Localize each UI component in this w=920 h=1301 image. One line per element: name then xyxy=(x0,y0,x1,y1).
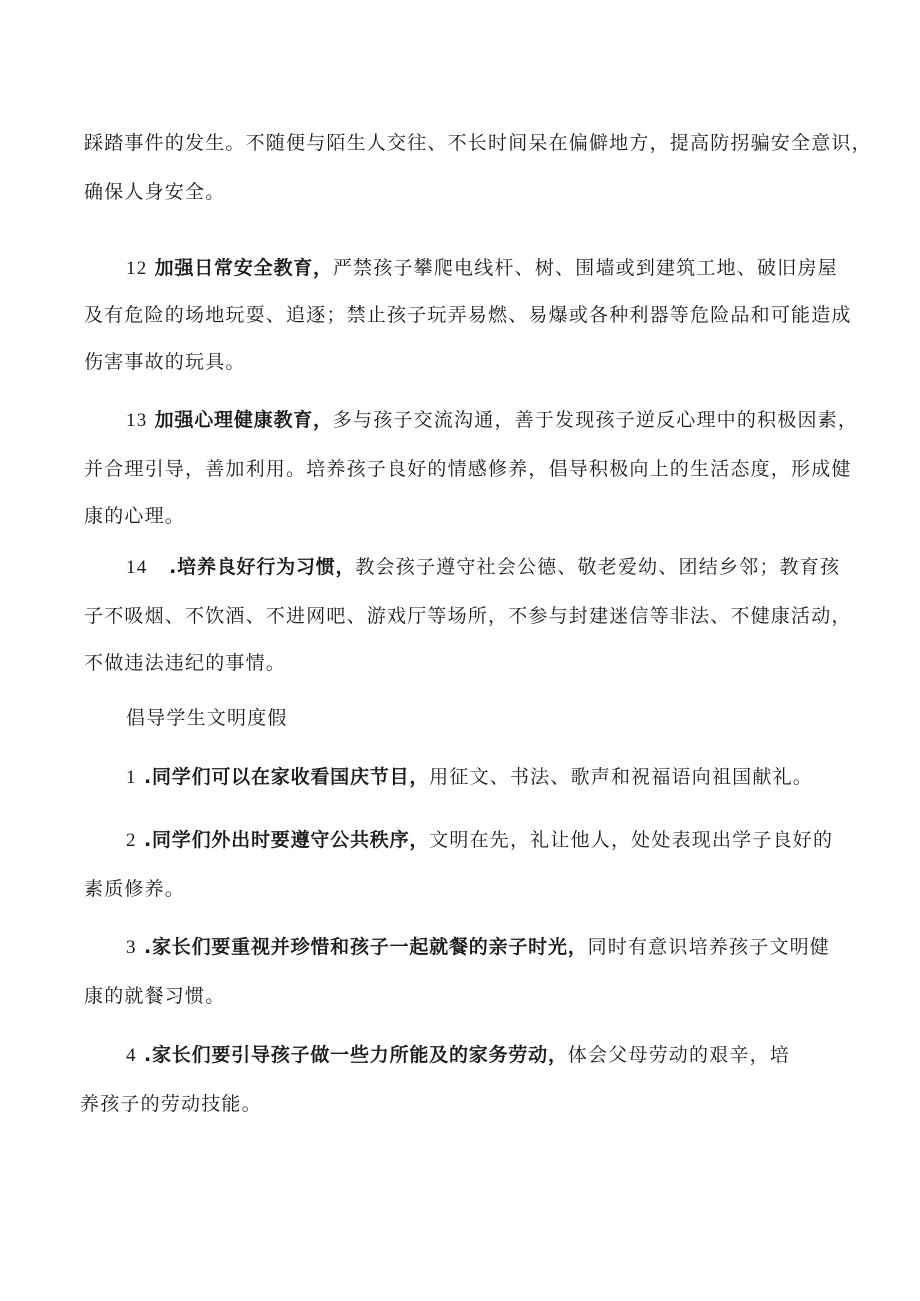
q2-line-1 xyxy=(126,828,833,853)
item-13-line-1 xyxy=(126,408,858,433)
q4-line-1 xyxy=(126,1043,790,1068)
para-continuation-line-2: 确保人身安全。 xyxy=(84,181,226,203)
item-12-line-2: 及有危险的场地玩耍、追逐；禁止孩子玩弄易燃、易爆或各种利器等危险品和可能造成 xyxy=(84,304,852,326)
q3-text: 同时有意识培养孩子文明健 xyxy=(587,936,830,958)
q2-bold: .同学们外出时要遵守公共秩序， xyxy=(143,829,430,851)
q1-bold: .同学们可以在家收看国庆节目， xyxy=(143,766,430,788)
q2-number: 2 xyxy=(126,830,137,851)
q3-number: 3 xyxy=(126,937,137,958)
q1-number: 1 xyxy=(126,767,137,788)
q4-bold: .家长们要引导孩子做一些力所能及的家务劳动， xyxy=(143,1044,568,1066)
q1-text: 用征文、书法、歌声和祝福语向祖国献礼。 xyxy=(429,766,813,788)
q3-line-1 xyxy=(126,935,830,960)
item-13-number: 13 xyxy=(126,410,148,431)
q4-number: 4 xyxy=(126,1045,137,1066)
item-14-number: 14 xyxy=(126,557,148,578)
item-14-bold: .培养良好行为习惯， xyxy=(169,556,356,578)
item-13-text: 多与孩子交流沟通，善于发现孩子逆反心理中的积极因素， xyxy=(332,409,859,431)
para-continuation-line-1: 踩踏事件的发生。不随便与陌生人交往、不长时间呆在偏僻地方，提高防拐骗安全意识， xyxy=(84,132,872,154)
q1-line-1 xyxy=(126,765,813,790)
item-12-line-1 xyxy=(126,256,838,281)
q3-bold: .家长们要重视并珍惜和孩子一起就餐的亲子时光， xyxy=(143,936,588,958)
item-14-text: 教会孩子遵守社会公德、敬老爱幼、团结乡邻；教育孩 xyxy=(355,556,841,578)
q2-text: 文明在先，礼让他人，处处表现出学子良好的 xyxy=(429,829,834,851)
q2-line-2: 素质修养。 xyxy=(84,878,186,900)
q4-text: 体会父母劳动的艰辛，培 xyxy=(567,1044,790,1066)
section-heading: 倡导学生文明度假 xyxy=(126,707,288,729)
item-12-number: 12 xyxy=(126,258,148,279)
item-14-line-3: 不做违法违纪的事情。 xyxy=(84,652,287,674)
item-13-bold: 加强心理健康教育， xyxy=(154,409,333,431)
item-14-line-1 xyxy=(126,555,840,580)
item-13-line-3: 康的心理。 xyxy=(84,505,186,527)
item-12-bold: 加强日常安全教育， xyxy=(154,257,333,279)
item-12-text: 严禁孩子攀爬电线杆、树、围墙或到建筑工地、破旧房屋 xyxy=(332,257,838,279)
q4-line-2: 养孩子的劳动技能。 xyxy=(80,1093,262,1115)
item-13-line-2: 并合理引导，善加利用。培养孩子良好的情感修养，倡导积极向上的生活态度，形成健 xyxy=(84,458,852,480)
item-14-line-2: 子不吸烟、不饮酒、不进网吧、游戏厅等场所，不参与封建迷信等非法、不健康活动， xyxy=(84,605,852,627)
q3-line-2: 康的就餐习惯。 xyxy=(84,985,226,1007)
item-12-line-3: 伤害事故的玩具。 xyxy=(84,351,246,373)
